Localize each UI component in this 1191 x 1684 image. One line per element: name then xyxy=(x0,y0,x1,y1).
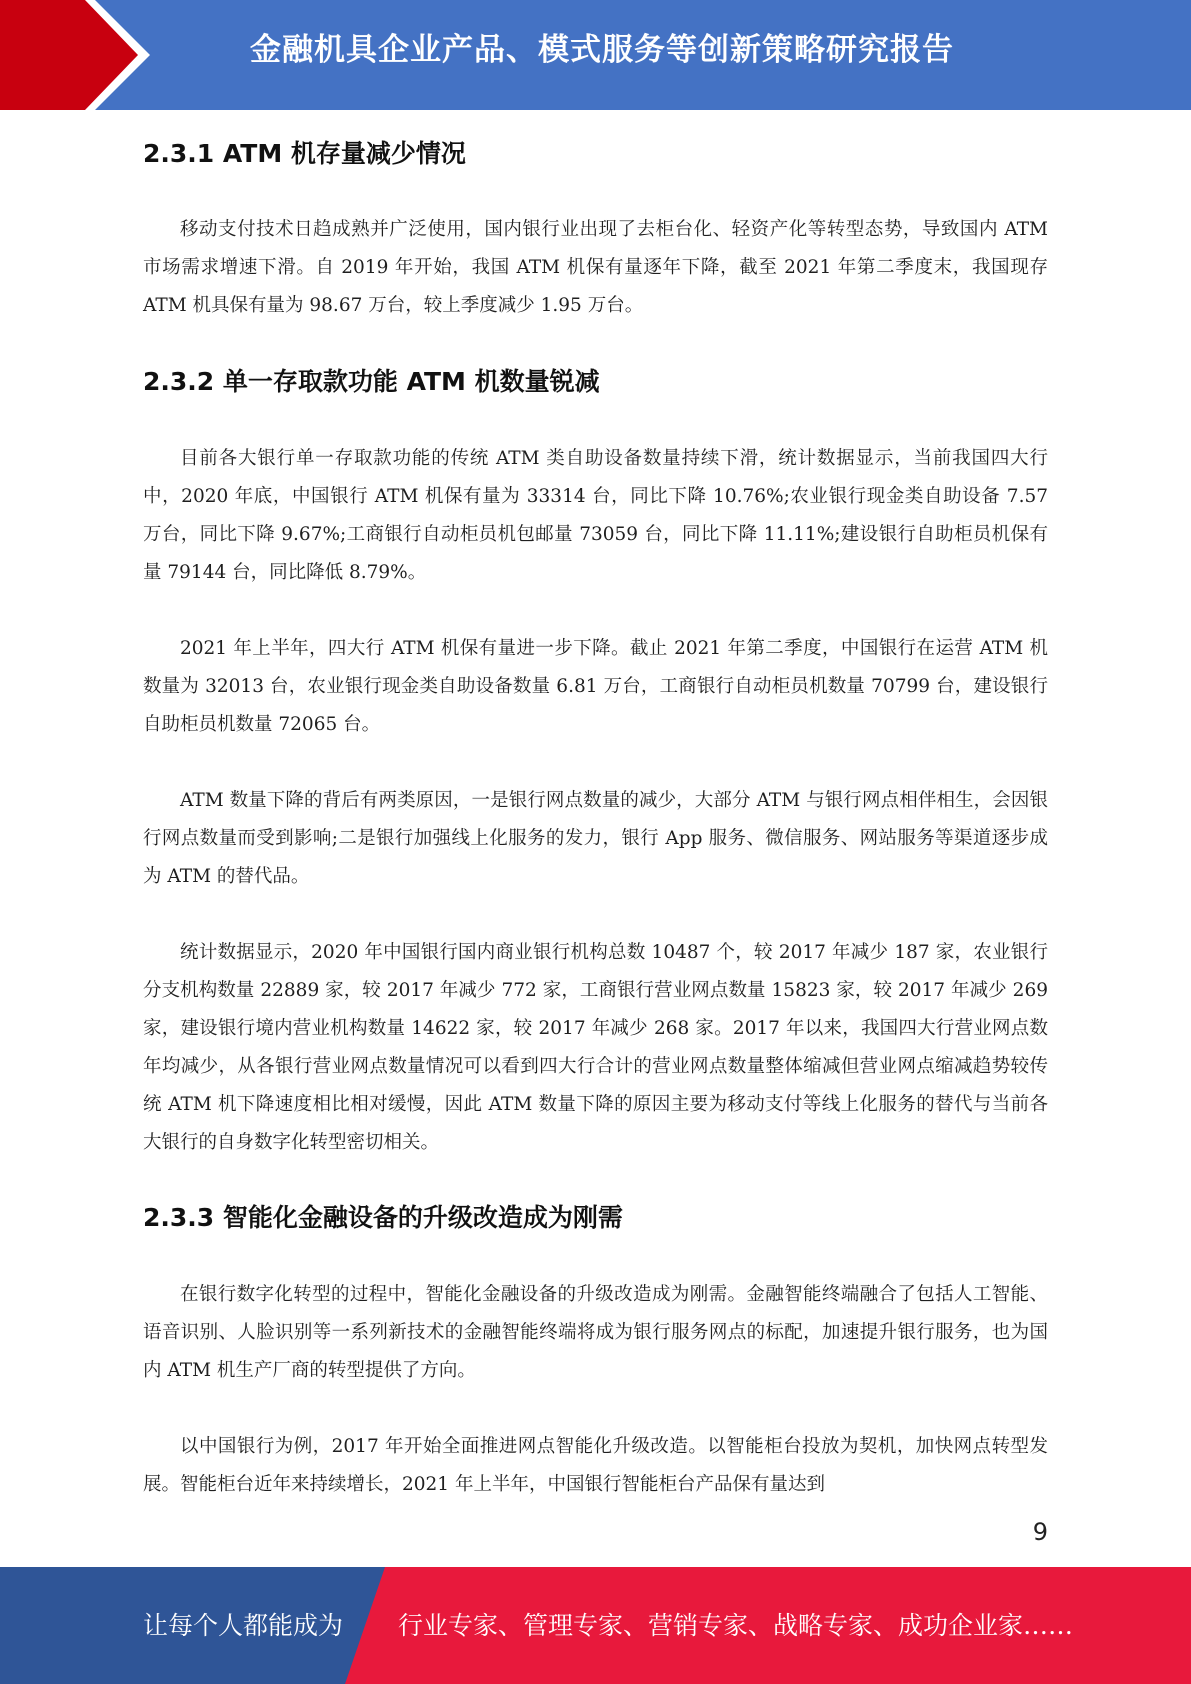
paragraph: 统计数据显示，2020 年中国银行国内商业银行机构总数 10487 个，较 2017 年减少 187 家，农业银行分支机构数量 22889 家，较 2017 年减少 772 家，工商银行营业网点数量 15823 家，较 2017 年减少 269 家，建设银行境内营业机构数量 14622 家，较 2017 年减少 268 家。2017 年以来，我国四大行营业网点数年均减少，从各银行营业网点数量情况可以看到四大行合计的营业网点数量整体缩减但营业网点缩减趋势较传统 ATM 机下降速度相比相对缓慢，因此 ATM 数量下降的原因主要为移动支付等线上化服务的替代与当前各大银行的自身数字化转型密切相关。 xyxy=(143,942,1048,1153)
section-heading-2-3-2: 2.3.2 单一存取款功能 ATM 机数量锐减 xyxy=(143,367,600,396)
page-header xyxy=(0,0,1191,110)
paragraph: 以中国银行为例，2017 年开始全面推进网点智能化升级改造。以智能柜台投放为契机，加快网点转型发展。智能柜台近年来持续增长，2021 年上半年，中国银行智能柜台产品保有量达到 xyxy=(143,1436,1048,1495)
paragraph: 在银行数字化转型的过程中，智能化金融设备的升级改造成为刚需。金融智能终端融合了包括人工智能、语音识别、人脸识别等一系列新技术的金融智能终端将成为银行服务网点的标配，加速提升银行服务，也为国内 ATM 机生产厂商的转型提供了方向。 xyxy=(143,1284,1048,1381)
footer-slogan-right: 行业专家、管理专家、营销专家、战略专家、成功企业家…… xyxy=(398,1611,1074,1640)
paragraph: ATM 数量下降的背后有两类原因，一是银行网点数量的减少，大部分 ATM 与银行网点相伴相生，会因银行网点数量而受到影响;二是银行加强线上化服务的发力，银行 App 服务、微信服务、网站服务等渠道逐步成为 ATM 的替代品。 xyxy=(143,790,1048,887)
report-title: 金融机具企业产品、模式服务等创新策略研究报告 xyxy=(250,32,954,68)
section-heading-2-3-1: 2.3.1 ATM 机存量减少情况 xyxy=(143,139,466,168)
page-footer xyxy=(0,1567,1191,1684)
paragraph: 2021 年上半年，四大行 ATM 机保有量进一步下降。截止 2021 年第二季度，中国银行在运营 ATM 机数量为 32013 台，农业银行现金类自助设备数量 6.81 万台，工商银行自动柜员机数量 70799 台，建设银行自助柜员机数量 72065 台。 xyxy=(143,638,1048,735)
section-heading-2-3-3: 2.3.3 智能化金融设备的升级改造成为刚需 xyxy=(143,1203,623,1232)
page-number: 9 xyxy=(1032,1518,1048,1546)
paragraph: 目前各大银行单一存取款功能的传统 ATM 类自助设备数量持续下滑，统计数据显示，当前我国四大行中，2020 年底，中国银行 ATM 机保有量为 33314 台，同比下降 10.76%;农业银行现金类自助设备 7.57 万台，同比下降 9.67%;工商银行自动柜员机包邮量 73059 台，同比下降 11.11%;建设银行自助柜员机保有量 79144 台，同比降低 8.79%。 xyxy=(143,448,1048,583)
footer-slogan-left: 让每个人都能成为 xyxy=(143,1611,344,1640)
paragraph: 移动支付技术日趋成熟并广泛使用，国内银行业出现了去柜台化、轻资产化等转型态势，导致国内 ATM 市场需求增速下滑。自 2019 年开始，我国 ATM 机保有量逐年下降，截至 2021 年第二季度末，我国现存 ATM 机具保有量为 98.67 万台，较上季度减少 1.95 万台。 xyxy=(143,219,1048,316)
